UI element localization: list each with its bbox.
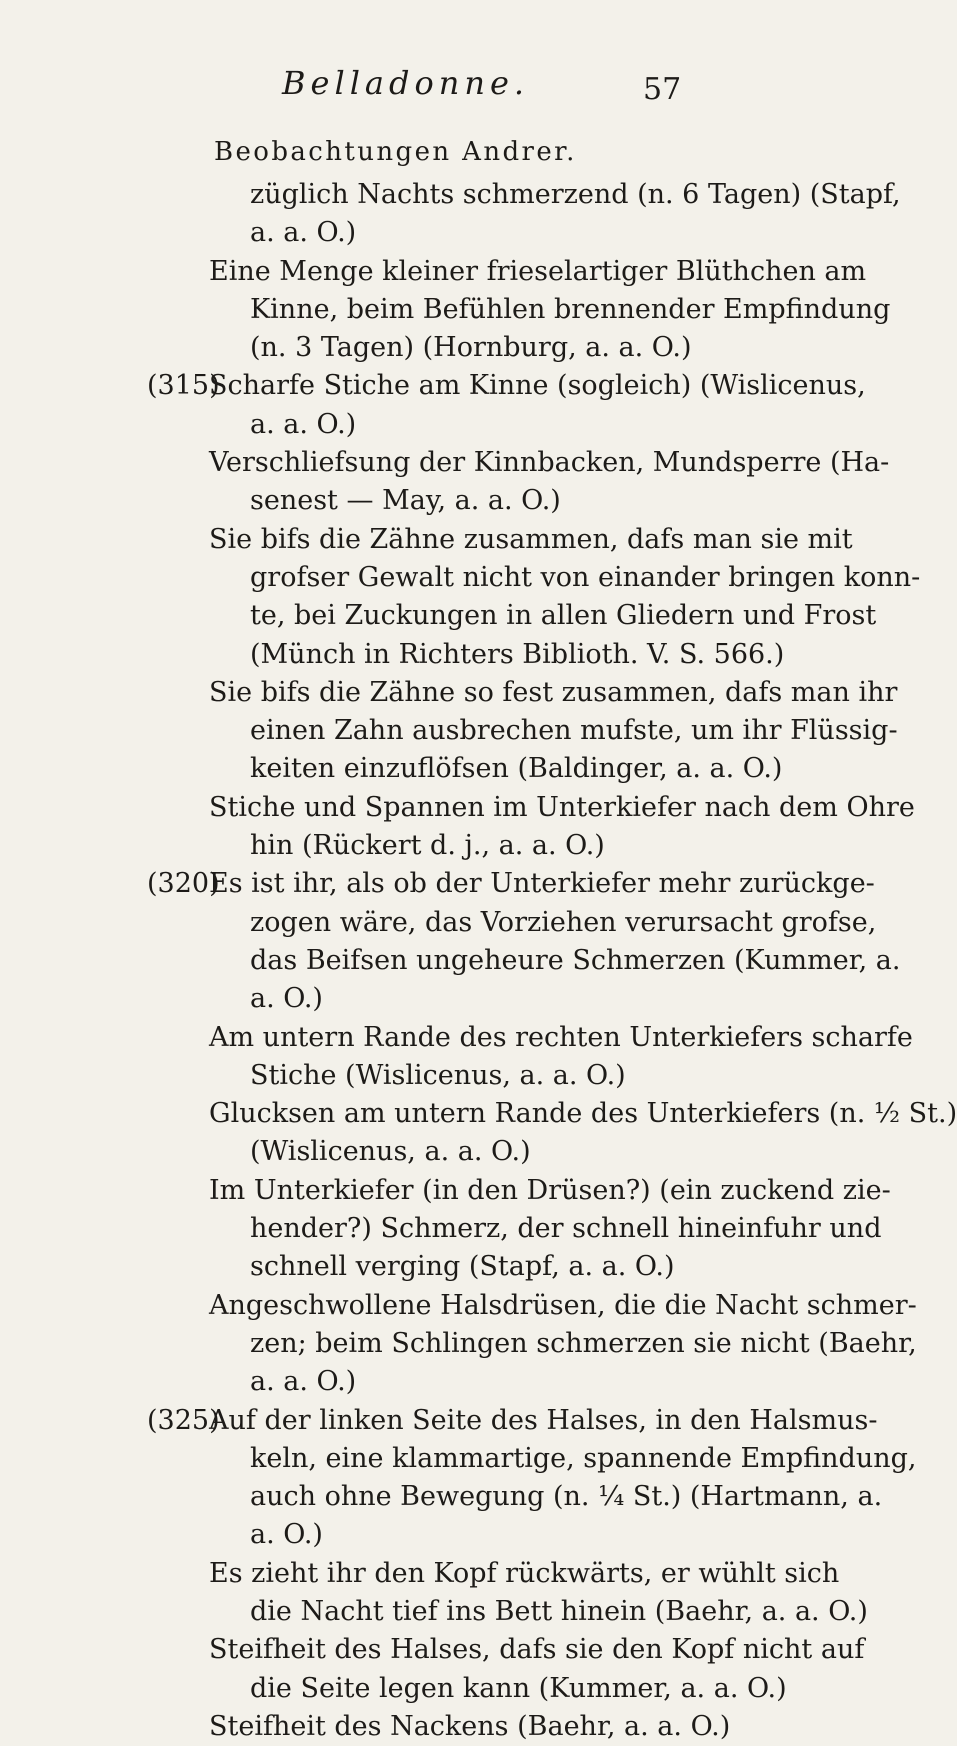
text-line xyxy=(0,1210,882,1248)
paragraph-number: (320) xyxy=(147,868,220,900)
line-text: hin (Rückert d. j., a. a. O.) xyxy=(250,830,605,862)
line-text: auch ohne Bewegung (n. ¼ St.) (Hartmann, a. xyxy=(250,1481,883,1513)
line-text: Es zieht ihr den Kopf rückwärts, er wühlt sich xyxy=(209,1557,840,1589)
line-text: einen Zahn ausbrechen mufste, um ihr Flüssig- xyxy=(250,715,898,747)
line-text: a. a. O.) xyxy=(250,1366,357,1398)
line-text: keln, eine klammartige, spannende Empfindung, xyxy=(250,1442,917,1474)
text-line xyxy=(0,291,891,329)
text-line xyxy=(0,674,898,712)
text-line xyxy=(0,904,877,942)
line-text: Angeschwollene Halsdrüsen, die die Nacht schmer- xyxy=(209,1289,917,1321)
text-line xyxy=(0,253,867,291)
line-text: Sie bifs die Zähne so fest zusammen, dafs man ihr xyxy=(209,676,898,708)
line-text: Stiche (Wislicenus, a. a. O.) xyxy=(250,1059,626,1091)
line-text: zogen wäre, das Vorziehen verursacht grofse, xyxy=(250,906,877,938)
text-line xyxy=(0,1593,868,1631)
running-title: Belladonne. xyxy=(282,64,530,102)
text-line xyxy=(0,329,800,367)
line-text: (Wislicenus, a. a. O.) xyxy=(250,1136,531,1168)
text-line xyxy=(0,980,800,1018)
text-line xyxy=(0,1363,800,1401)
text-line xyxy=(0,1248,800,1286)
text-line xyxy=(0,597,877,635)
text-line xyxy=(0,1402,878,1440)
text-line xyxy=(0,214,800,252)
text-line xyxy=(0,1325,917,1363)
line-text: (n. 3 Tagen) (Hornburg, a. a. O.) xyxy=(250,332,692,364)
text-line xyxy=(0,1440,917,1478)
line-text: keiten einzuflöfsen (Baldinger, a. a. O.) xyxy=(250,753,783,785)
line-text: das Beifsen ungeheure Schmerzen (Kummer, a. xyxy=(250,944,901,976)
text-line xyxy=(0,521,853,559)
text-line xyxy=(0,712,898,750)
section-subheading: Beobachtungen Andrer. xyxy=(214,137,577,167)
text-line xyxy=(0,942,901,980)
line-text: hender?) Schmerz, der schnell hineinfuhr und xyxy=(250,1213,882,1245)
line-text: Kinne, beim Befühlen brennender Empfindung xyxy=(250,293,891,325)
line-text: a. a. O.) xyxy=(250,217,357,249)
line-text: Scharfe Stiche am Kinne (sogleich) (Wislicenus, xyxy=(209,370,866,402)
text-line xyxy=(0,1670,800,1708)
line-text: Verschliefsung der Kinnbacken, Mundsperre (Ha- xyxy=(209,447,890,479)
line-text: Steifheit des Halses, dafs sie den Kopf nicht auf xyxy=(209,1634,865,1666)
text-line xyxy=(0,367,866,405)
text-line xyxy=(0,636,800,674)
line-text: Sie bifs die Zähne zusammen, dafs man sie mit xyxy=(209,523,853,555)
line-text: a. a. O.) xyxy=(250,408,357,440)
text-line xyxy=(0,1095,957,1133)
text-line xyxy=(0,1133,800,1171)
line-text: Steifheit des Nackens (Baehr, a. a. O.) xyxy=(209,1710,731,1742)
line-text: zen; beim Schlingen schmerzen sie nicht (Baehr, xyxy=(250,1327,917,1359)
paragraph-number: (315) xyxy=(147,370,220,402)
paragraph-number: (325) xyxy=(147,1404,220,1436)
line-text: Glucksen am untern Rande des Unterkiefers (n. ½ St.) xyxy=(209,1098,957,1130)
line-text: Eine Menge kleiner frieselartiger Blüthchen am xyxy=(209,255,867,287)
text-line xyxy=(0,406,800,444)
line-text: die Nacht tief ins Bett hinein (Baehr, a. a. O.) xyxy=(250,1595,868,1627)
line-text: die Seite legen kann (Kummer, a. a. O.) xyxy=(250,1672,787,1704)
text-line xyxy=(0,750,800,788)
text-line xyxy=(0,444,890,482)
text-line xyxy=(0,1708,800,1746)
text-line xyxy=(0,865,875,903)
text-line xyxy=(0,559,921,597)
line-text: te, bei Zuckungen in allen Gliedern und Frost xyxy=(250,600,877,632)
line-text: a. O.) xyxy=(250,1519,323,1551)
text-line xyxy=(0,1172,891,1210)
text-line xyxy=(0,176,901,214)
text-line xyxy=(0,1516,800,1554)
line-text: schnell verging (Stapf, a. a. O.) xyxy=(250,1251,675,1283)
text-body xyxy=(0,176,957,1746)
text-line xyxy=(0,1019,913,1057)
text-line xyxy=(0,827,800,865)
line-text: senest — May, a. a. O.) xyxy=(250,485,561,517)
text-line xyxy=(0,789,915,827)
text-line xyxy=(0,1478,883,1516)
line-text: Auf der linken Seite des Halses, in den Halsmus- xyxy=(209,1404,878,1436)
page-number: 57 xyxy=(643,72,682,107)
line-text: Am untern Rande des rechten Unterkiefers scharfe xyxy=(209,1021,913,1053)
text-line xyxy=(0,1631,865,1669)
text-line xyxy=(0,482,800,520)
text-line xyxy=(0,1287,917,1325)
line-text: (Münch in Richters Biblioth. V. S. 566.) xyxy=(250,638,785,670)
line-text: züglich Nachts schmerzend (n. 6 Tagen) (Stapf, xyxy=(250,179,901,210)
line-text: Stiche und Spannen im Unterkiefer nach dem Ohre xyxy=(209,791,915,823)
line-text: a. O.) xyxy=(250,983,323,1015)
line-text: Im Unterkiefer (in den Drüsen?) (ein zuckend zie- xyxy=(209,1174,891,1206)
line-text: grofser Gewalt nicht von einander bringen konn- xyxy=(250,561,921,593)
line-text: Es ist ihr, als ob der Unterkiefer mehr zurückge- xyxy=(209,868,875,900)
text-line xyxy=(0,1057,800,1095)
text-line xyxy=(0,1555,840,1593)
